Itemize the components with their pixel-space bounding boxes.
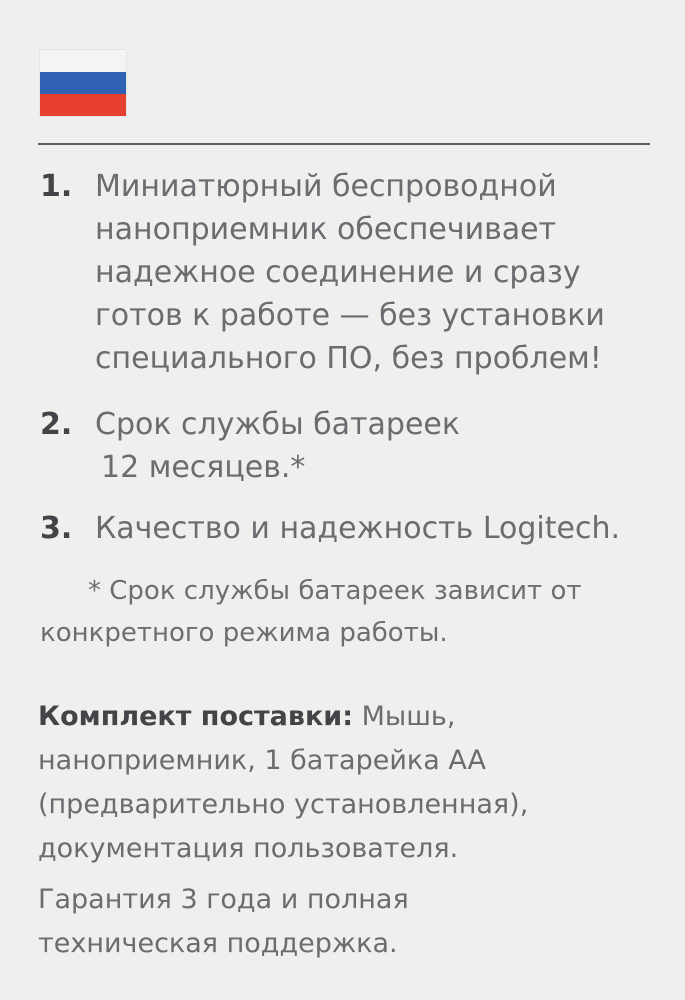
feature-text: [95, 165, 660, 380]
feature-number: 3.: [40, 511, 73, 546]
package-contents: [38, 695, 668, 871]
feature-text: [95, 403, 660, 489]
warranty-text: [38, 878, 668, 966]
feature-line: 12 месяцев.*: [101, 450, 306, 485]
package-contents-line: (предварительно установленная),: [38, 789, 529, 820]
warranty-line: Гарантия 3 года и полная: [38, 884, 409, 915]
feature-line: готов к работе — без установки: [95, 298, 605, 333]
feature-line: специального ПО, без проблем!: [95, 341, 602, 376]
battery-footnote: [40, 570, 660, 654]
feature-line: Миниатюрный беспроводной: [95, 169, 557, 204]
flag-blue-stripe: [40, 72, 126, 94]
package-contents-first-line: [38, 695, 668, 739]
feature-number: 2.: [40, 407, 73, 442]
feature-line: надежное соединение и сразу: [95, 255, 581, 290]
package-contents-text: Мышь,: [353, 701, 456, 732]
russian-flag-icon: [40, 50, 126, 116]
package-contents-line: документация пользователя.: [38, 833, 459, 864]
feature-text: [95, 507, 660, 550]
feature-number: 1.: [40, 169, 73, 204]
feature-line: Качество и надежность Logitech.: [95, 511, 620, 546]
package-contents-label: Комплект поставки:: [38, 701, 354, 732]
warranty-line: техническая поддержка.: [38, 928, 398, 959]
flag-red-stripe: [40, 94, 126, 116]
feature-line: Срок службы батареек: [95, 407, 460, 442]
feature-line: наноприемник обеспечивает: [95, 212, 557, 247]
divider: [38, 143, 650, 145]
package-contents-line: наноприемник, 1 батарейка AA: [38, 745, 487, 776]
flag-white-stripe: [40, 50, 126, 72]
footnote-line: конкретного режима работы.: [40, 618, 448, 648]
footnote-line: * Срок службы батареек зависит от: [88, 576, 582, 606]
